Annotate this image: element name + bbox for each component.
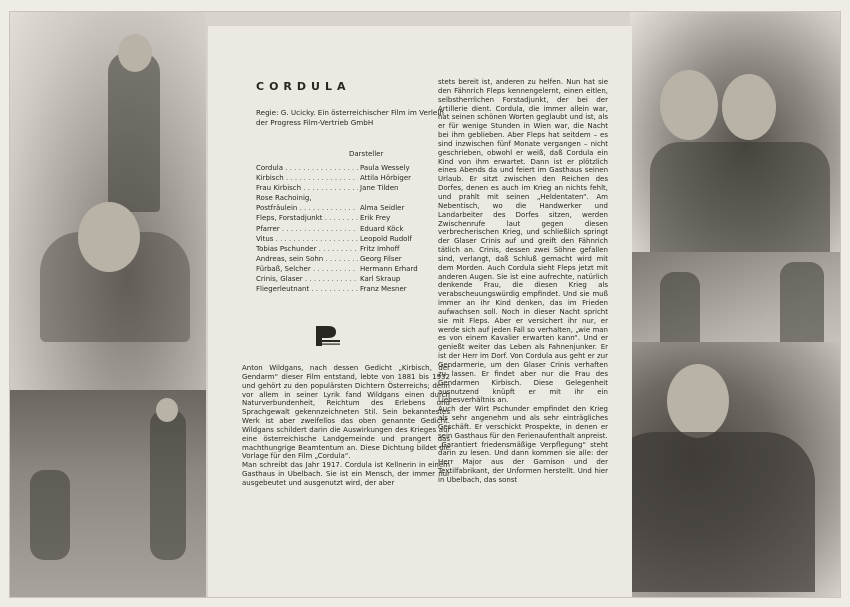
director-credit: Regie: G. Ucicky. Ein österreichischer Film im Verleih der Progress Film-Vertrieb GmbH bbox=[256, 108, 444, 128]
cast-list bbox=[256, 163, 452, 294]
progress-logo-icon bbox=[312, 324, 342, 348]
cast-row: Cordula . . . Paula Wessely bbox=[256, 163, 452, 173]
cast-row: Fürbaß, Selcher . . . Hermann Erhard bbox=[256, 264, 452, 274]
flyer-sheet bbox=[10, 12, 840, 597]
film-title: CORDULA bbox=[256, 80, 351, 93]
cast-row: Kirbisch . . . Attila Hörbiger bbox=[256, 173, 452, 183]
paragraph: „Garantiert friedensmäßige Verpflegung“ steht darin zu lesen. Und dann kommen sie alle: der Herr Major aus der Garnison und der Textilfabrikant, der Unformen herstellt. Und hier in Ubelbach, das sonst bbox=[438, 440, 608, 484]
cast-row: Crinis, Glaser . . . Karl Skraup bbox=[256, 274, 452, 284]
article-column-right bbox=[438, 78, 608, 485]
cast-row: Frau Kirbisch . . . Jane Tilden bbox=[256, 183, 452, 193]
paragraph: Man schreibt das Jahr 1917. Cordula ist Kellnerin in einem Gasthaus in Ubelbach. Sie ist ein Mensch, der immer nur ausgebeutet und ausgenutzt wird, der aber bbox=[242, 461, 450, 487]
cast-row: Vitus . . . Leopold Rudolf bbox=[256, 234, 452, 244]
cast-row: Fleps, Forstadjunkt . . . Erik Frey bbox=[256, 213, 452, 223]
cast-row: Rose Rachoinig, bbox=[256, 194, 312, 203]
paragraph: stets bereit ist, anderen zu helfen. Nun hat sie den Fähnrich Fleps kennengelernt, einen eitlen, selbstherrlichen Forstadjunkt, der bei der Artillerie dient. Cordula, die immer allein war, hat seinen schönen Worten geglaubt und ist, als er für wenige Stunden in Wien war, die Nacht bei ihm geblieben. Aber Fleps hat seitdem – es sind inzwischen fünf Monate vergangen – nicht geschrieben, obwohl er weiß, daß Cordula ein Kind von ihm erwartet. Dann ist er plötzlich eines Abends da und feiert im Gasthaus seinen Urlaub. Er sitzt zwischen den Reichen des Dorfes, denen es auch im Krieg an nichts fehlt, und prahlt mit seinen „Heldentaten“. Am Nebentisch, wo die Handwerker und Landarbeiter des Dorfes sitzen, werden Zwischenrufe laut gegen diesen verbrecherischen Krieg, und schließlich springt der Glaser Crinis auf und greift den Fähnrich tätlich an. Crinis, dessen zwei Söhne gefallen sind, verlangt, daß Schluß gemacht wird mit dem Morden. Auch Cordula sieht Fleps jetzt mit anderen Augen. Sie ist eine aufrechte, natürlich denkende Frau, die diesen Krieg als verabscheuungswürdig empfindet. Und sie muß immer an ihr Kind denken, das im Frieden aufwachsen soll. Noch in dieser Nacht spricht sie mit Fleps. Aber er versichert ihr nur, er werde sich auf jeden Fall so verhalten, „wie man es von einem Kavalier erwarten kann“. Und er genießt weiter das Leben als Fahnenjunker. Er ist der Herr im Dorf. Von Cordula aus geht er zur Gendarmerie, um den Glaser Crinis verhaften zu lassen. Er findet aber nur die Frau des Gendarmen Kirbisch. Diese Gelegenheit ausnutzend knüpft er mit ihr ein Liebesverhältnis an. bbox=[438, 78, 608, 405]
cast-row: Pfarrer . . . Eduard Köck bbox=[256, 224, 452, 234]
photo-waitress-and-man-at-table bbox=[10, 12, 206, 390]
article-column-left bbox=[242, 364, 450, 488]
cast-row: Tobias Pschunder . . . Fritz Imhoff bbox=[256, 244, 452, 254]
cast-heading: Darsteller bbox=[349, 150, 384, 158]
photo-room-scene bbox=[10, 390, 206, 597]
photo-couple bbox=[630, 12, 840, 252]
paragraph: Anton Wildgans, nach dessen Gedicht „Kirbisch, der Gendarm“ dieser Film entstand, lebte von 1881 bis 1932 und gehört zu den populärsten Dichtern Österreichs; denn vor allem in seiner Lyrik fand Wildgans einen durch Naturverbundenheit, Reichtum des Erlebens und Sprachgewalt gekennzeichneten Stil. Sein bekanntestes Werk ist aber zweifellos das oben genannte Gedicht. Wildgans schildert darin die Auswirkungen des Krieges auf eine österreichische Landgemeinde und prangert das machthungrige Beamtentum an. Diese Dichtung bildet die Vorlage für den Film „Cordula“. bbox=[242, 364, 450, 461]
cast-row: Andreas, sein Sohn . . . Georg Filser bbox=[256, 254, 452, 264]
cast-row: Fliegerleutnant . . . Franz Mesner bbox=[256, 284, 452, 294]
cast-row: Postfräulein . . . Alma Seidler bbox=[256, 203, 452, 213]
paragraph: Auch der Wirt Pschunder empfindet den Krieg als sehr angenehm und als sehr einträgliches Geschäft. Er verschickt Prospekte, in denen er sein Gasthaus für den Ferienaufenthalt anpreist. bbox=[438, 405, 608, 440]
text-panel bbox=[208, 26, 632, 597]
